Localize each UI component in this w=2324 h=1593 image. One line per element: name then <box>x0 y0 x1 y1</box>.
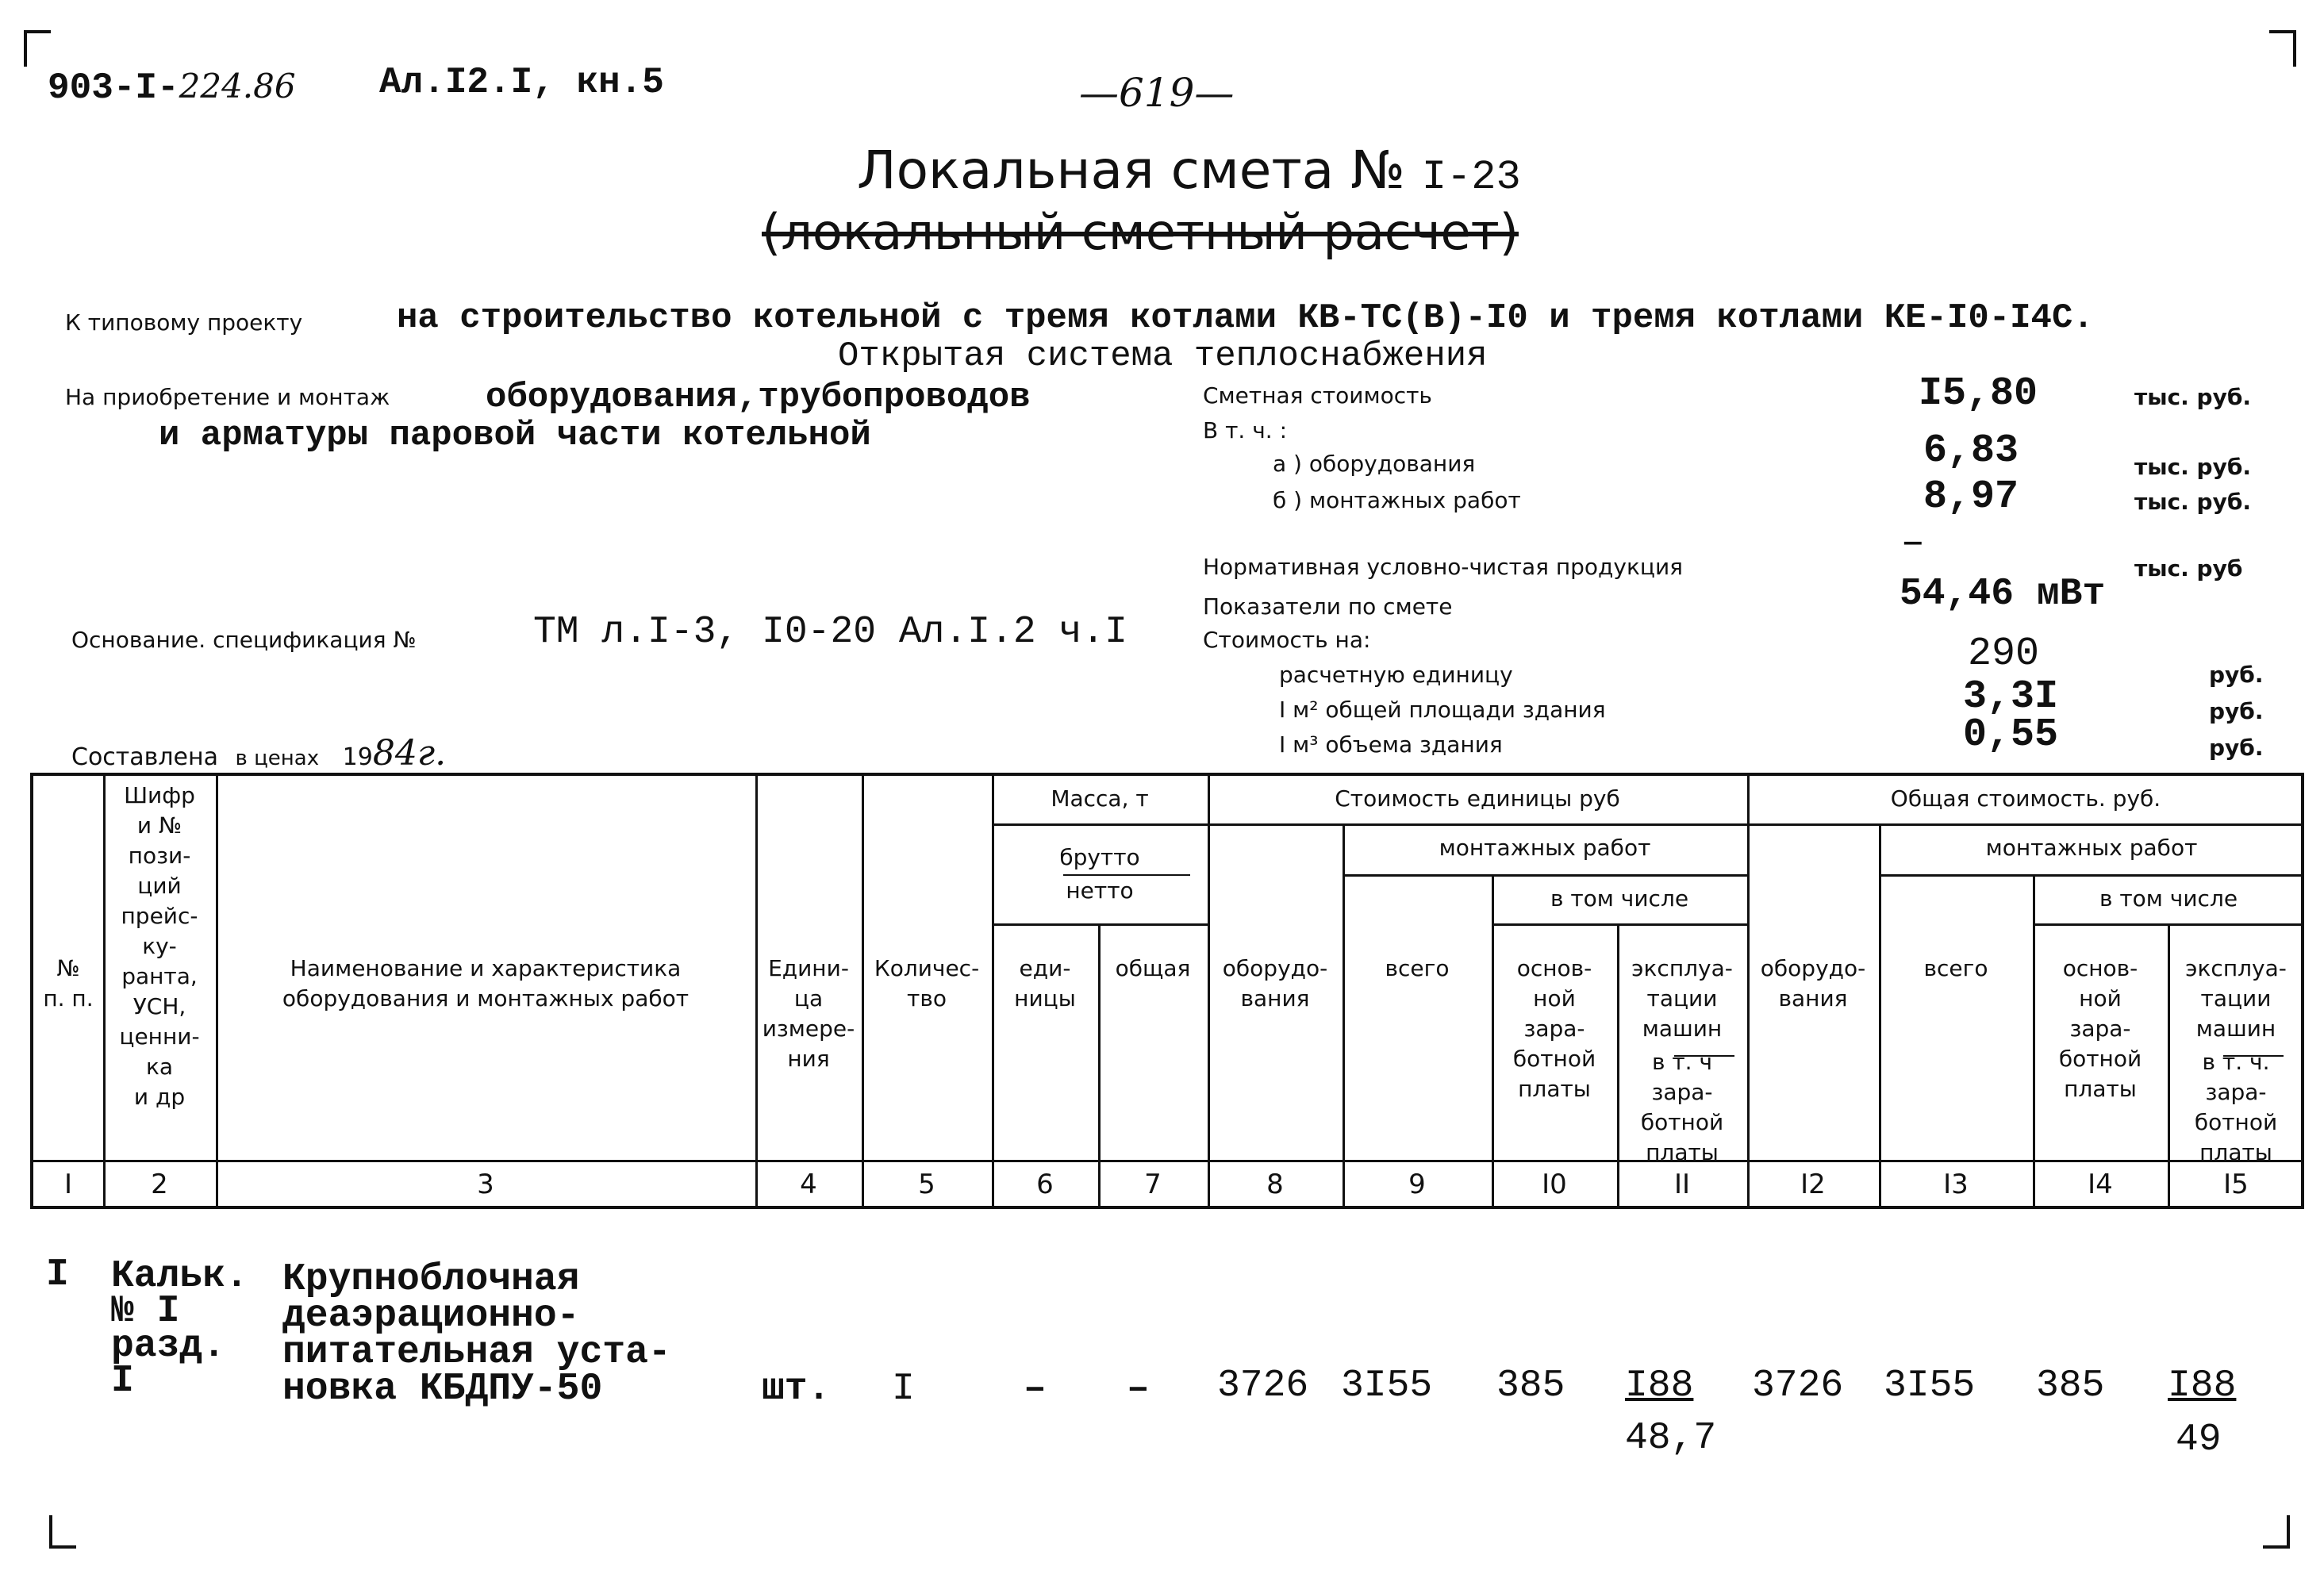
cost-label: Сметная стоимость <box>1203 382 1432 409</box>
prices-line <box>71 733 446 773</box>
unit-unit: руб. <box>2209 662 2264 688</box>
corner-mark-bottom-right <box>2263 1515 2290 1549</box>
col-header-brutto: брутто <box>1059 844 1140 870</box>
row-number: I <box>46 1253 69 1296</box>
page-subtitle: (локальный сметный расчет) <box>762 203 1519 261</box>
area-label: I м² общей площади здания <box>1279 697 1606 723</box>
col-header-total-install-all: всего <box>1923 955 1988 981</box>
column-numbers-row <box>33 1162 2304 1209</box>
col-header-install-total: монтажных работ <box>1985 835 2198 861</box>
project-label: К типовому проекту <box>65 309 303 336</box>
basis-label: Основание. спецификация № <box>71 627 417 653</box>
row-code-line: Кальк. <box>111 1255 248 1298</box>
document-code-handwritten: 224.86 <box>179 67 296 106</box>
row-name-line: питательная уста- <box>282 1331 671 1374</box>
col-number: 9 <box>1408 1169 1426 1200</box>
col-number: I <box>63 1169 73 1200</box>
col-header-machines-wage: в т. ч зара- ботной платы <box>1640 1049 1724 1165</box>
install-unit: тыс. руб. <box>2134 489 2252 515</box>
row-install-total-all: 3I55 <box>1884 1365 1976 1407</box>
install-value: 8,97 <box>1923 474 2019 520</box>
col-number: I0 <box>1542 1169 1567 1200</box>
col-header-name: Наименование и характеристика оборудования и монтажных работ <box>282 955 690 1011</box>
cost-per-label: Стоимость на: <box>1203 627 1371 653</box>
col-header-base-wage: основ- ной зара- ботной платы <box>1512 955 1596 1102</box>
col-header-unit-cost: Стоимость единицы руб <box>1335 785 1620 812</box>
prices-label-b: в ценах <box>235 747 320 770</box>
corner-mark-top-left <box>24 30 51 67</box>
col-header-total-cost: Общая стоимость. руб. <box>1890 785 2161 812</box>
estimate-table-header <box>30 773 2304 1209</box>
col-header-machines-total: эксплуа- тации машин <box>2185 955 2287 1042</box>
unit-value: 290 <box>1968 631 2040 677</box>
row-install-total: 3I55 <box>1341 1365 1433 1407</box>
col-header-quantity: Количес- тво <box>874 955 980 1011</box>
row-quantity: I <box>892 1368 915 1411</box>
area-value: 3,3I <box>1963 674 2059 720</box>
page-title <box>857 140 1521 201</box>
album-reference: Ал.I2.I, кн.5 <box>379 62 664 103</box>
project-text-line2: Открытая система теплоснабжения <box>838 336 1488 376</box>
document-code-printed: 903-I- <box>48 67 179 109</box>
estimate-number: I-23 <box>1421 154 1521 201</box>
prices-year-prefix: 19 <box>342 743 373 771</box>
col-header-unit: Едини- ца измере- ния <box>762 955 855 1072</box>
basis-text: ТМ л.I-3, I0-20 Ал.I.2 ч.I <box>533 611 1127 654</box>
row-machines-wage-total: 49 <box>2176 1418 2222 1461</box>
row-mass-total: – <box>1127 1368 1150 1411</box>
prices-label-a: Составлена <box>71 743 218 771</box>
cost-unit: тыс. руб. <box>2134 384 2252 410</box>
install-label: б ) монтажных работ <box>1273 487 1521 513</box>
col-header-machines-wage-total: в т. ч. зара- ботной платы <box>2194 1049 2278 1165</box>
norm-value: — <box>1904 527 1922 559</box>
col-header-netto: нетто <box>1066 877 1134 904</box>
unit-label: расчетную единицу <box>1279 662 1513 688</box>
page-number: —619— <box>1079 70 1235 116</box>
indicators-value: 54,46 мВт <box>1900 573 2106 616</box>
equip-value: 6,83 <box>1923 428 2019 474</box>
col-number: 6 <box>1036 1169 1054 1200</box>
incl-label: В т. ч. : <box>1203 417 1287 443</box>
col-number: 4 <box>800 1169 817 1200</box>
col-number: 7 <box>1144 1169 1162 1200</box>
col-header-no: № п. п. <box>43 955 94 1011</box>
cost-value: I5,80 <box>1919 371 2038 416</box>
row-name-line: деаэрационно- <box>282 1295 580 1338</box>
col-header-equipment: оборудо- вания <box>1222 955 1328 1011</box>
purpose-label: На приобретение и монтаж <box>65 384 390 410</box>
row-base-wage-total: 385 <box>2036 1365 2105 1407</box>
col-number: I5 <box>2223 1169 2249 1200</box>
col-header-base-wage-total: основ- ной зара- ботной платы <box>2058 955 2142 1102</box>
col-header-total-install: всего <box>1385 955 1450 981</box>
col-header-mass: Масса, т <box>1051 785 1149 812</box>
row-code-line: I <box>111 1360 134 1403</box>
equip-unit: тыс. руб. <box>2134 454 2252 480</box>
col-number: 2 <box>151 1169 168 1200</box>
title-text: Локальная смета № <box>857 140 1405 201</box>
project-text: на строительство котельной с тремя котлами КВ-ТС(В)-I0 и тремя котлами КЕ-I0-I4С. <box>397 298 2094 338</box>
row-mass-unit: – <box>1024 1368 1047 1411</box>
row-equipment-cost: 3726 <box>1217 1365 1309 1407</box>
norm-unit: тыс. руб <box>2134 555 2243 582</box>
col-header-install: монтажных работ <box>1439 835 1651 861</box>
document-code <box>48 63 296 109</box>
col-header-machines: эксплуа- тации машин <box>1631 955 1733 1042</box>
volume-unit: руб. <box>2209 735 2264 761</box>
volume-value: 0,55 <box>1963 712 2059 758</box>
row-machines-wage: 48,7 <box>1625 1417 1717 1460</box>
col-number: I3 <box>1943 1169 1969 1200</box>
corner-mark-top-right <box>2269 30 2296 67</box>
col-number: II <box>1673 1169 1691 1200</box>
row-base-wage: 385 <box>1496 1365 1565 1407</box>
row-code-line: разд. <box>111 1325 226 1368</box>
row-name-line: Крупноблочная <box>282 1258 580 1301</box>
prices-year-hand: 84г. <box>372 733 447 773</box>
row-machines-total: I88 <box>2168 1365 2237 1407</box>
volume-label: I м³ объема здания <box>1279 731 1503 758</box>
equip-label: а ) оборудования <box>1273 451 1476 477</box>
col-header-including: в том числе <box>1550 885 1689 912</box>
row-machines: I88 <box>1625 1365 1694 1407</box>
purpose-text-line2: и арматуры паровой части котельной <box>159 416 871 455</box>
row-unit: шт. <box>762 1368 831 1411</box>
norm-label: Нормативная условно-чистая продукция <box>1203 554 1683 580</box>
col-header-mass-total: общая <box>1115 955 1191 981</box>
col-header-code: Шифр и № пози- ций прейс- ку- ранта, УСН, ценни- ка и др <box>119 782 200 1110</box>
col-number: I4 <box>2088 1169 2113 1200</box>
purpose-text-line1: оборудования,трубопроводов <box>486 378 1031 417</box>
indicators-label: Показатели по смете <box>1203 593 1453 620</box>
col-header-equipment-total: оборудо- вания <box>1760 955 1866 1011</box>
col-header-including-2: в том числе <box>2099 885 2238 912</box>
col-number: 3 <box>477 1169 494 1200</box>
col-header-mass-unit: еди- ницы <box>1014 955 1076 1011</box>
area-unit: руб. <box>2209 698 2264 724</box>
col-number: I2 <box>1800 1169 1826 1200</box>
col-number: 8 <box>1266 1169 1284 1200</box>
row-name-line: новка КБДПУ-50 <box>282 1368 603 1411</box>
row-code-line: № I <box>111 1290 180 1333</box>
corner-mark-bottom-left <box>49 1515 76 1549</box>
row-equipment-total: 3726 <box>1752 1365 1844 1407</box>
col-number: 5 <box>918 1169 935 1200</box>
